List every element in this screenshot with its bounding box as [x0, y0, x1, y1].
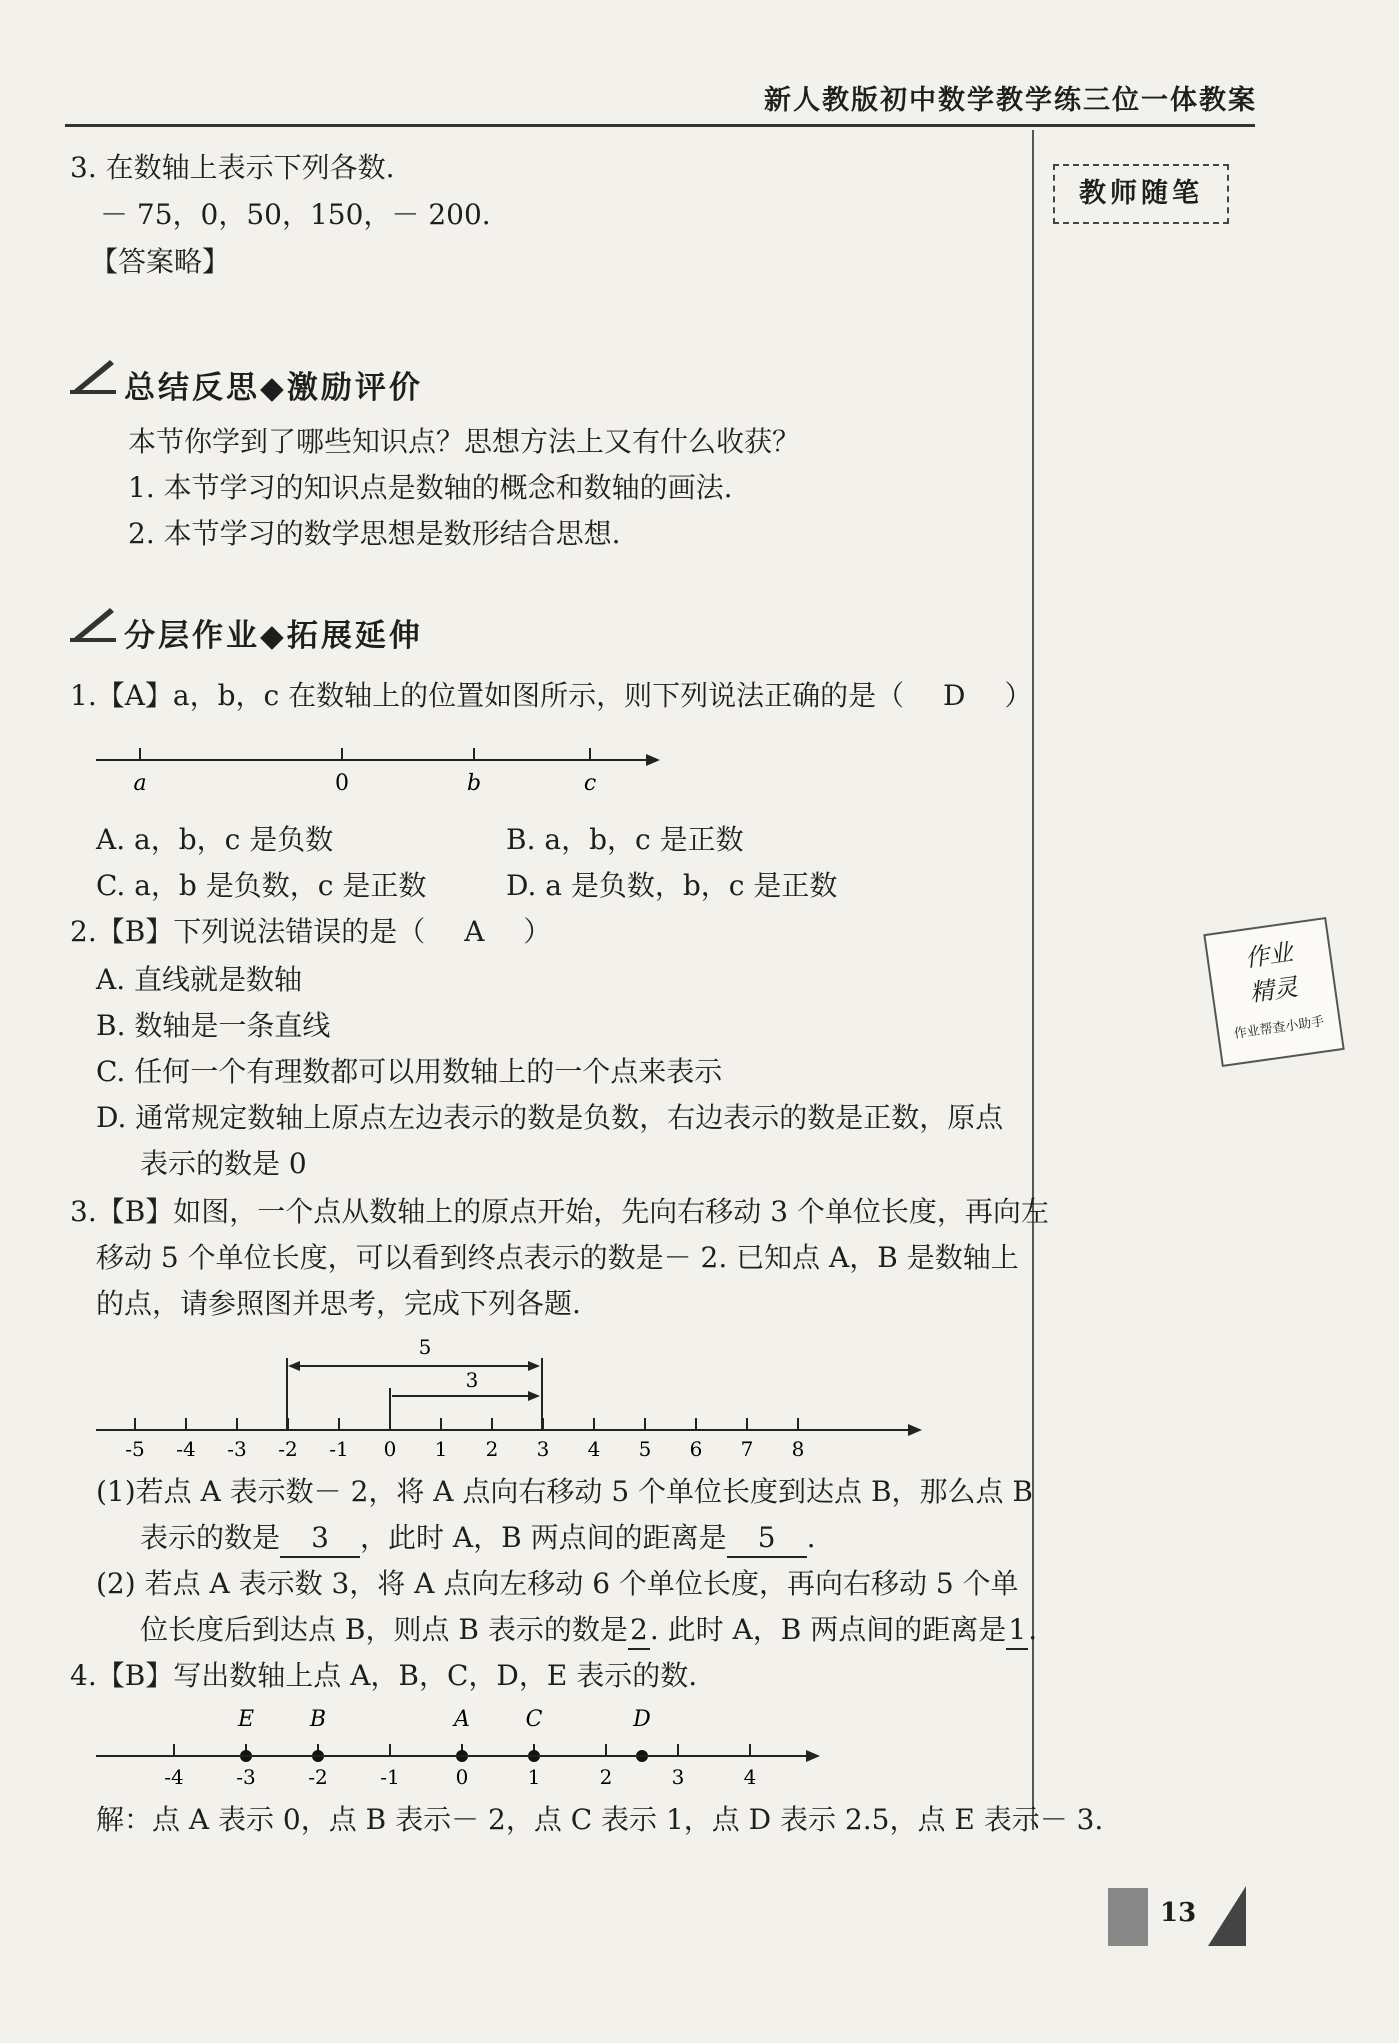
q1-label-a: a: [133, 771, 147, 796]
q1-number-line: [90, 740, 670, 800]
q3-part1-answer-distance: 5: [727, 1520, 807, 1558]
q3-arrow-label-3: 3: [465, 1368, 479, 1392]
q2-option-d-line2: 表示的数是 0: [140, 1147, 307, 1180]
q4-tick-label: -4: [164, 1765, 184, 1789]
pencil-icon: [70, 604, 118, 644]
q1-option-c: C. a，b 是负数，c 是正数: [96, 869, 427, 902]
q3-part1-mid: ，此时 A，B 两点间的距离是: [360, 1521, 727, 1554]
q1-close: ）: [1004, 679, 1033, 712]
q3-top-title: 3. 在数轴上表示下列各数.: [70, 151, 395, 184]
sticker-line2: 精灵: [1248, 972, 1300, 1008]
q3-part2-pre: 位长度后到达点 B，则点 B 表示的数是: [140, 1613, 628, 1646]
q3-arrow-label-5: 5: [418, 1335, 432, 1359]
q4-tick-label: -3: [236, 1765, 256, 1789]
q3-line1: 3.【B】如图，一个点从数轴上的原点开始，先向右移动 3 个单位长度，再向左: [70, 1195, 1049, 1228]
q3-top-numbers: － 75，0，50，150，－ 200.: [100, 198, 491, 231]
q3-tick-label: 7: [740, 1437, 754, 1461]
q2-option-d-line1: D. 通常规定数轴上原点左边表示的数是负数，右边表示的数是正数，原点: [96, 1101, 1004, 1134]
q3-tick-label: -2: [278, 1437, 298, 1461]
q3-part2-mid: . 此时 A，B 两点间的距离是: [649, 1613, 1007, 1646]
q2-option-b: B. 数轴是一条直线: [96, 1009, 331, 1042]
header-rule: [65, 124, 1255, 127]
corner-triangle: [1208, 1886, 1246, 1946]
q3-part1-end: .: [806, 1521, 816, 1554]
page-number: 13: [1160, 1898, 1197, 1928]
q4-point-label: D: [633, 1707, 651, 1732]
q3-part1-pre: 表示的数是: [140, 1521, 281, 1554]
q3-part2-answer-b: 2: [628, 1612, 650, 1650]
q1-stem-text: 1.【A】a，b，c 在数轴上的位置如图所示，则下列说法正确的是（: [70, 679, 905, 712]
sticker-line1: 作业: [1243, 938, 1295, 973]
sticker-line3: 作业帮查小助手: [1232, 1014, 1326, 1042]
q3-tick-label: 0: [383, 1437, 397, 1461]
header-title: 新人教版初中数学教学练三位一体教案: [764, 85, 1257, 116]
q4-tick-label: -2: [308, 1765, 328, 1789]
q4-point-label: A: [454, 1707, 470, 1732]
q3-part2-answer-distance: 1: [1006, 1612, 1028, 1650]
q4-tick-label: -1: [380, 1765, 400, 1789]
q4-number-line: [90, 1700, 830, 1800]
q3-part1-line2: [140, 1520, 816, 1558]
q4-point-label: E: [237, 1707, 255, 1732]
q1-option-a: A. a，b，c 是负数: [96, 823, 334, 856]
q4-solution: 解：点 A 表示 0，点 B 表示－ 2，点 C 表示 1，点 D 表示 2.5，点 E 表示－ 3.: [96, 1803, 1104, 1836]
reflection-point-2: 2. 本节学习的数学思想是数形结合思想.: [128, 517, 621, 550]
q2-stem-text: 2.【B】下列说法错误的是（: [70, 915, 426, 948]
q3-part2-line1: (2) 若点 A 表示数 3，将 A 点向左移动 6 个单位长度，再向右移动 5 个单: [96, 1567, 1019, 1600]
q3-part2-line2: [140, 1612, 1037, 1650]
reflection-prompt: 本节你学到了哪些知识点？思想方法上又有什么收获？: [128, 425, 801, 458]
q2-answer: A: [464, 915, 485, 948]
pencil-icon: [70, 356, 118, 396]
q1-stem: [70, 678, 1032, 714]
q3-line3: 的点，请参照图并思考，完成下列各题.: [96, 1287, 581, 1320]
q1-label-c: c: [583, 771, 597, 796]
q3-number-line: [90, 1330, 930, 1470]
q3-tick-label: -4: [176, 1437, 196, 1461]
q3-tick-label: -5: [125, 1437, 145, 1461]
q3-top-answer: 【答案略】: [90, 245, 231, 278]
q3-part2-end: .: [1028, 1613, 1038, 1646]
teacher-notes-label: 教师随笔: [1053, 164, 1229, 224]
page-number-block: [1108, 1888, 1148, 1946]
q3-tick-label: 6: [689, 1437, 703, 1461]
q3-tick-label: 3: [536, 1437, 550, 1461]
q4-point-label: B: [309, 1707, 327, 1732]
q3-tick-label: 1: [434, 1437, 448, 1461]
q3-tick-label: -3: [227, 1437, 247, 1461]
margin-divider: [1032, 130, 1034, 1830]
q1-answer: D: [943, 679, 966, 712]
q4-stem: 4.【B】写出数轴上点 A，B，C，D，E 表示的数.: [70, 1659, 698, 1692]
section-homework-title: 分层作业◆拓展延伸: [124, 618, 423, 654]
q1-label-0: 0: [335, 771, 349, 796]
section-reflection-title: 总结反思◆激励评价: [124, 370, 423, 406]
q2-stem: [70, 914, 551, 950]
q3-tick-label: 4: [587, 1437, 601, 1461]
q4-tick-label: 4: [743, 1765, 757, 1789]
q4-tick-label: 3: [671, 1765, 685, 1789]
q3-part1-line1: (1)若点 A 表示数－ 2，将 A 点向右移动 5 个单位长度到达点 B，那么点 B: [96, 1475, 1033, 1508]
homework-sprite-sticker: [1203, 917, 1344, 1067]
q2-option-a: A. 直线就是数轴: [96, 963, 303, 996]
q4-point-label: C: [525, 1707, 543, 1732]
q4-tick-label: 2: [599, 1765, 613, 1789]
q3-tick-label: 5: [638, 1437, 652, 1461]
q4-tick-label: 1: [527, 1765, 541, 1789]
reflection-point-1: 1. 本节学习的知识点是数轴的概念和数轴的画法.: [128, 471, 733, 504]
q3-tick-label: 2: [485, 1437, 499, 1461]
q1-option-d: D. a 是负数，b，c 是正数: [506, 869, 838, 902]
q3-part1-answer-b: 3: [280, 1520, 360, 1558]
q3-tick-label: 8: [791, 1437, 805, 1461]
q1-option-b: B. a，b，c 是正数: [506, 823, 744, 856]
q4-tick-label: 0: [455, 1765, 469, 1789]
q3-tick-label: -1: [329, 1437, 349, 1461]
q3-line2: 移动 5 个单位长度，可以看到终点表示的数是－ 2. 已知点 A，B 是数轴上: [96, 1241, 1019, 1274]
q2-option-c: C. 任何一个有理数都可以用数轴上的一个点来表示: [96, 1055, 723, 1088]
q2-close: ）: [523, 915, 552, 948]
q1-label-b: b: [466, 771, 482, 796]
